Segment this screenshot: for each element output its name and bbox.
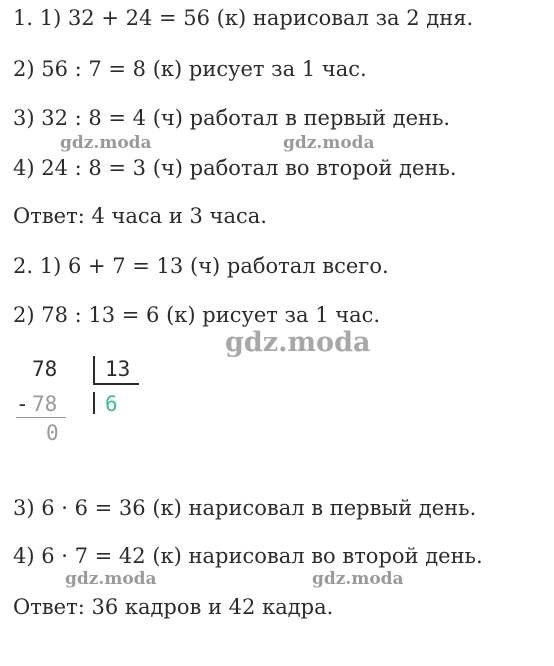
watermark: gdz.moda [312, 569, 404, 589]
text-line-5: 2. 1) 6 + 7 = 13 (ч) работал всего. [13, 254, 389, 278]
text-line-2: 2) 56 : 7 = 8 (к) рисует за 1 час. [13, 57, 367, 81]
watermark: gdz.moda [65, 569, 157, 589]
answer-1: Ответ: 4 часа и 3 часа. [13, 204, 267, 228]
watermark: gdz.moda [225, 327, 371, 358]
text-line-4: 4) 24 : 8 = 3 (ч) работал во второй день. [13, 156, 457, 180]
division-vertical-bar [93, 356, 95, 384]
divisor-underline [93, 383, 139, 385]
watermark: gdz.moda [283, 133, 375, 153]
answer-2: Ответ: 36 кадров и 42 кадра. [13, 595, 334, 619]
dividend: 78 [32, 357, 58, 381]
remainder: 0 [46, 421, 59, 445]
division-vertical-bar-lower [93, 392, 95, 414]
watermark: gdz.moda [60, 133, 152, 153]
text-line-8: 4) 6 · 7 = 42 (к) нарисовал во второй день. [13, 544, 483, 568]
subtrahend: 78 [32, 392, 58, 416]
quotient: 6 [105, 392, 118, 416]
text-line-7: 3) 6 · 6 = 36 (к) нарисовал в первый день. [13, 496, 477, 520]
text-line-3: 3) 32 : 8 = 4 (ч) работал в первый день. [13, 106, 451, 130]
divisor: 13 [105, 357, 131, 381]
text-line-6: 2) 78 : 13 = 6 (к) рисует за 1 час. [13, 303, 381, 327]
subtrahend-underline [16, 417, 66, 418]
text-line-1: 1. 1) 32 + 24 = 56 (к) нарисовал за 2 дня. [13, 6, 474, 30]
minus-sign: - [16, 392, 29, 416]
